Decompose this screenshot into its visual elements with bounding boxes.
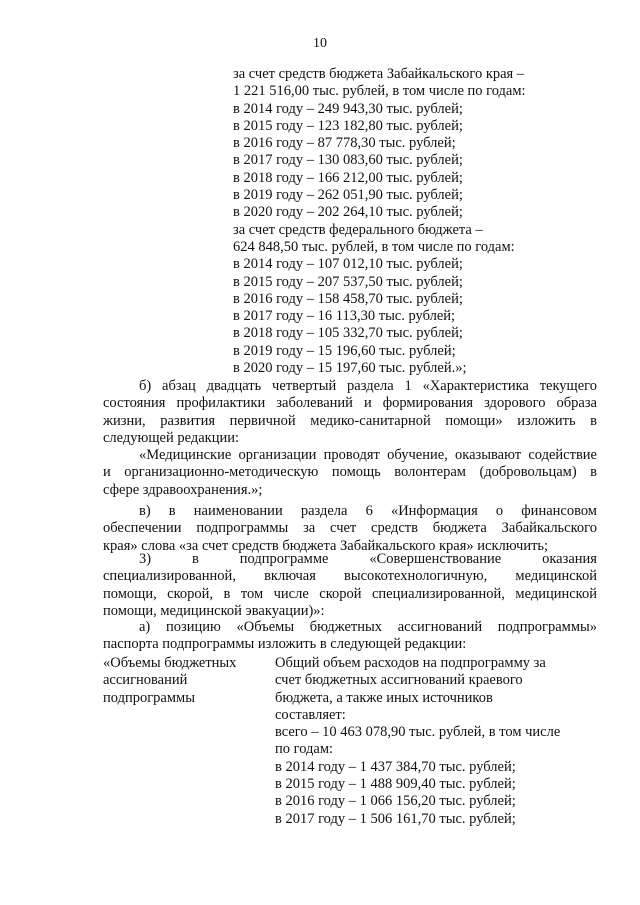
regional-budget-line: 1 221 516,00 тыс. рублей, в том числе по годам:: [233, 83, 526, 100]
paragraph-line: состояния профилактики заболеваний и формирования здорового образа: [103, 395, 597, 412]
regional-budget-line: за счет средств бюджета Забайкальского края –: [233, 66, 525, 82]
federal-budget-line: за счет средств федерального бюджета –: [233, 221, 483, 238]
paragraph-line: б) абзац двадцать четвертый раздела 1 «Характеристика текущего: [139, 378, 597, 394]
paragraph-line: «Медицинские организации проводят обучение, оказывают содействие: [139, 447, 597, 463]
paragraph-3: [103, 551, 597, 620]
federal-budget-line: в 2015 году – 207 537,50 тыс. рублей;: [233, 273, 463, 290]
regional-budget-line: в 2019 году – 262 051,90 тыс. рублей;: [233, 187, 463, 204]
paragraph-line: а) позицию «Объемы бюджетных ассигнований подпрограммы»: [139, 619, 597, 635]
paragraph-v: [103, 503, 597, 555]
federal-budget-line: в 2017 году – 16 113,30 тыс. рублей;: [233, 308, 456, 325]
regional-budget-line: в 2014 году – 249 943,30 тыс. рублей;: [233, 100, 463, 117]
passport-value-line: в 2014 году – 1 437 384,70 тыс. рублей;: [275, 758, 516, 775]
page-number: 10: [313, 36, 327, 51]
passport-value-line: по годам:: [275, 741, 334, 758]
passport-value-line: всего – 10 463 078,90 тыс. рублей, в том числе: [275, 724, 561, 741]
federal-budget-line: в 2016 году – 158 458,70 тыс. рублей;: [233, 290, 463, 307]
passport-value-line: в 2017 году – 1 506 161,70 тыс. рублей;: [275, 810, 516, 827]
passport-label-line: «Объемы бюджетных: [103, 655, 237, 671]
paragraph-word: подпрограмме: [239, 551, 329, 567]
federal-budget-line: 624 848,50 тыс. рублей, в том числе по годам:: [233, 238, 515, 255]
regional-budget-line: в 2018 году – 166 212,00 тыс. рублей;: [233, 169, 463, 186]
paragraph-line: сфере здравоохранения.»;: [103, 481, 263, 498]
passport-value-line: счет бюджетных ассигнований краевого: [275, 672, 523, 689]
paragraph-a: [103, 619, 597, 654]
paragraph-line: жизни, развития первичной медико-санитарной помощи» изложить в: [103, 412, 597, 429]
paragraph-line: специализированной, включая высокотехнологичную, медицинской: [103, 568, 597, 585]
passport-label-line: ассигнований: [103, 672, 188, 689]
paragraph-line: в) в наименовании раздела 6 «Информация о финансовом: [139, 503, 597, 519]
regional-budget-line: в 2017 году – 130 083,60 тыс. рублей;: [233, 152, 463, 169]
paragraph-line: паспорта подпрограммы изложить в следующей редакции:: [103, 636, 467, 653]
passport-value-line: в 2016 году – 1 066 156,20 тыс. рублей;: [275, 793, 516, 810]
federal-budget-line: в 2018 году – 105 332,70 тыс. рублей;: [233, 325, 463, 342]
federal-budget-line: в 2020 году – 15 197,60 тыс. рублей.»;: [233, 360, 467, 377]
paragraph-line: края» слова «за счет средств бюджета Забайкальского края» исключить;: [103, 537, 549, 554]
passport-label-line: подпрограммы: [103, 689, 195, 706]
passport-value-line: бюджета, а также иных источников: [275, 689, 493, 706]
paragraph-word: оказания: [542, 551, 597, 567]
budget-funding-block: [233, 66, 563, 377]
paragraph-line: и организационно-методическую помощь волонтерам (добровольцам) в: [103, 464, 597, 481]
regional-budget-line: в 2020 году – 202 264,10 тыс. рублей;: [233, 204, 463, 221]
federal-budget-line: в 2019 году – 15 196,60 тыс. рублей;: [233, 342, 456, 359]
regional-budget-line: в 2015 году – 123 182,80 тыс. рублей;: [233, 117, 463, 134]
paragraph-b: [103, 378, 597, 447]
paragraph-word: «Совершенствование: [369, 551, 502, 567]
paragraph-line: [103, 551, 597, 568]
paragraph-line: обеспечении подпрограммы за счет средств бюджета Забайкальского: [103, 520, 597, 537]
paragraph-line: помощи, медицинской эвакуации)»:: [103, 602, 325, 619]
passport-value-line: в 2015 году – 1 488 909,40 тыс. рублей;: [275, 776, 516, 793]
passport-value-cell: [275, 655, 597, 828]
paragraph-word: в: [192, 551, 199, 567]
federal-budget-line: в 2014 году – 107 012,10 тыс. рублей;: [233, 256, 463, 273]
regional-budget-line: в 2016 году – 87 778,30 тыс. рублей;: [233, 135, 456, 152]
passport-value-line: составляет:: [275, 706, 346, 723]
paragraph-word: 3): [139, 551, 152, 567]
passport-label-cell: [103, 655, 263, 707]
paragraph-line: следующей редакции:: [103, 429, 240, 446]
quoted-amendment: [103, 447, 597, 499]
passport-value-line: Общий объем расходов на подпрограмму за: [275, 655, 546, 671]
paragraph-line: помощи, скорой, в том числе скорой специализированной, медицинской: [103, 585, 597, 602]
